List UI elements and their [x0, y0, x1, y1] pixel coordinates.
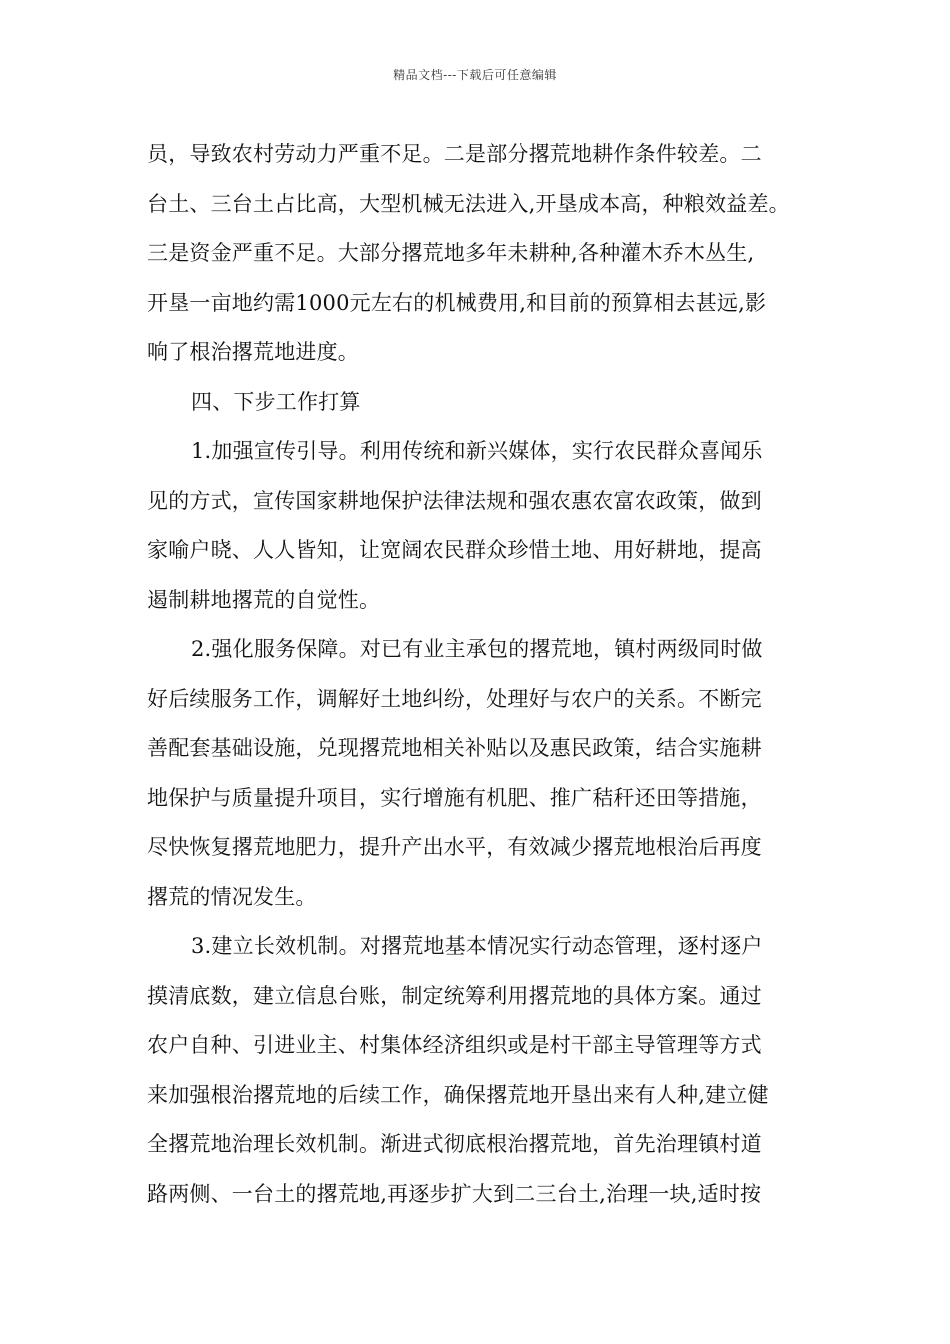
document-body [147, 130, 807, 1219]
text-line: 家喻户晓、人人皆知，让宽阔农民群众珍惜土地、用好耕地，提高 [147, 538, 762, 562]
paragraph-start: 3.建立长效机制。对撂荒地基本情况实行动态管理，逐村逐户 [191, 934, 763, 958]
text-line: 员，导致农村劳动力严重不足。二是部分撂荒地耕作条件较差。二 [147, 142, 762, 166]
text-line: 地保护与质量提升项目，实行增施有机肥、推广秸秆还田等措施， [147, 785, 762, 810]
text-line: 遏制耕地撂荒的自觉性。 [147, 587, 381, 612]
text-line: 三是资金严重不足。大部分撂荒地多年未耕种,各种灌木乔木丛生, [147, 241, 755, 265]
text-line: 摸清底数，建立信息台账，制定统筹利用撂荒地的具体方案。通过 [147, 983, 762, 1008]
text-line: 善配套基础设施，兑现撂荒地相关补贴以及惠民政策，结合实施耕 [147, 736, 762, 760]
page-header: 精品文档---下载后可任意编辑 [393, 68, 557, 82]
paragraph-start: 1.加强宣传引导。利用传统和新兴媒体，实行农民群众喜闻乐 [191, 439, 763, 463]
text-line: 台土、三台土占比高，大型机械无法进入,开垦成本高，种粮效益差。 [147, 191, 790, 216]
text-line: 全撂荒地治理长效机制。渐进式彻底根治撂荒地，首先治理镇村道 [147, 1132, 762, 1156]
text-line: 响了根治撂荒地进度。 [147, 340, 359, 364]
text-line: 见的方式，宣传国家耕地保护法律法规和强农惠农富农政策，做到 [147, 488, 762, 513]
paragraph-start: 2.强化服务保障。对已有业主承包的撂荒地，镇村两级同时做 [191, 637, 763, 661]
text-line: 好后续服务工作，调解好土地纠纷，处理好与农户的关系。不断完 [147, 686, 762, 711]
text-line: 路两侧、一台土的撂荒地,再逐步扩大到二三台土,治理一块,适时按 [147, 1181, 762, 1206]
text-line: 尽快恢复撂荒地肥力，提升产出水平，有效减少撂荒地根治后再度 [147, 835, 762, 859]
text-line: 农户自种、引进业主、村集体经济组织或是村干部主导管理等方式 [147, 1033, 762, 1057]
section-heading: 四、下步工作打算 [191, 389, 361, 414]
text-line: 撂荒的情况发生。 [147, 884, 317, 909]
text-line: 来加强根治撂荒地的后续工作，确保撂荒地开垦出来有人种,建立健 [147, 1082, 769, 1107]
text-line: 开垦一亩地约需1000元左右的机械费用,和目前的预算相去甚远,影 [147, 290, 767, 315]
